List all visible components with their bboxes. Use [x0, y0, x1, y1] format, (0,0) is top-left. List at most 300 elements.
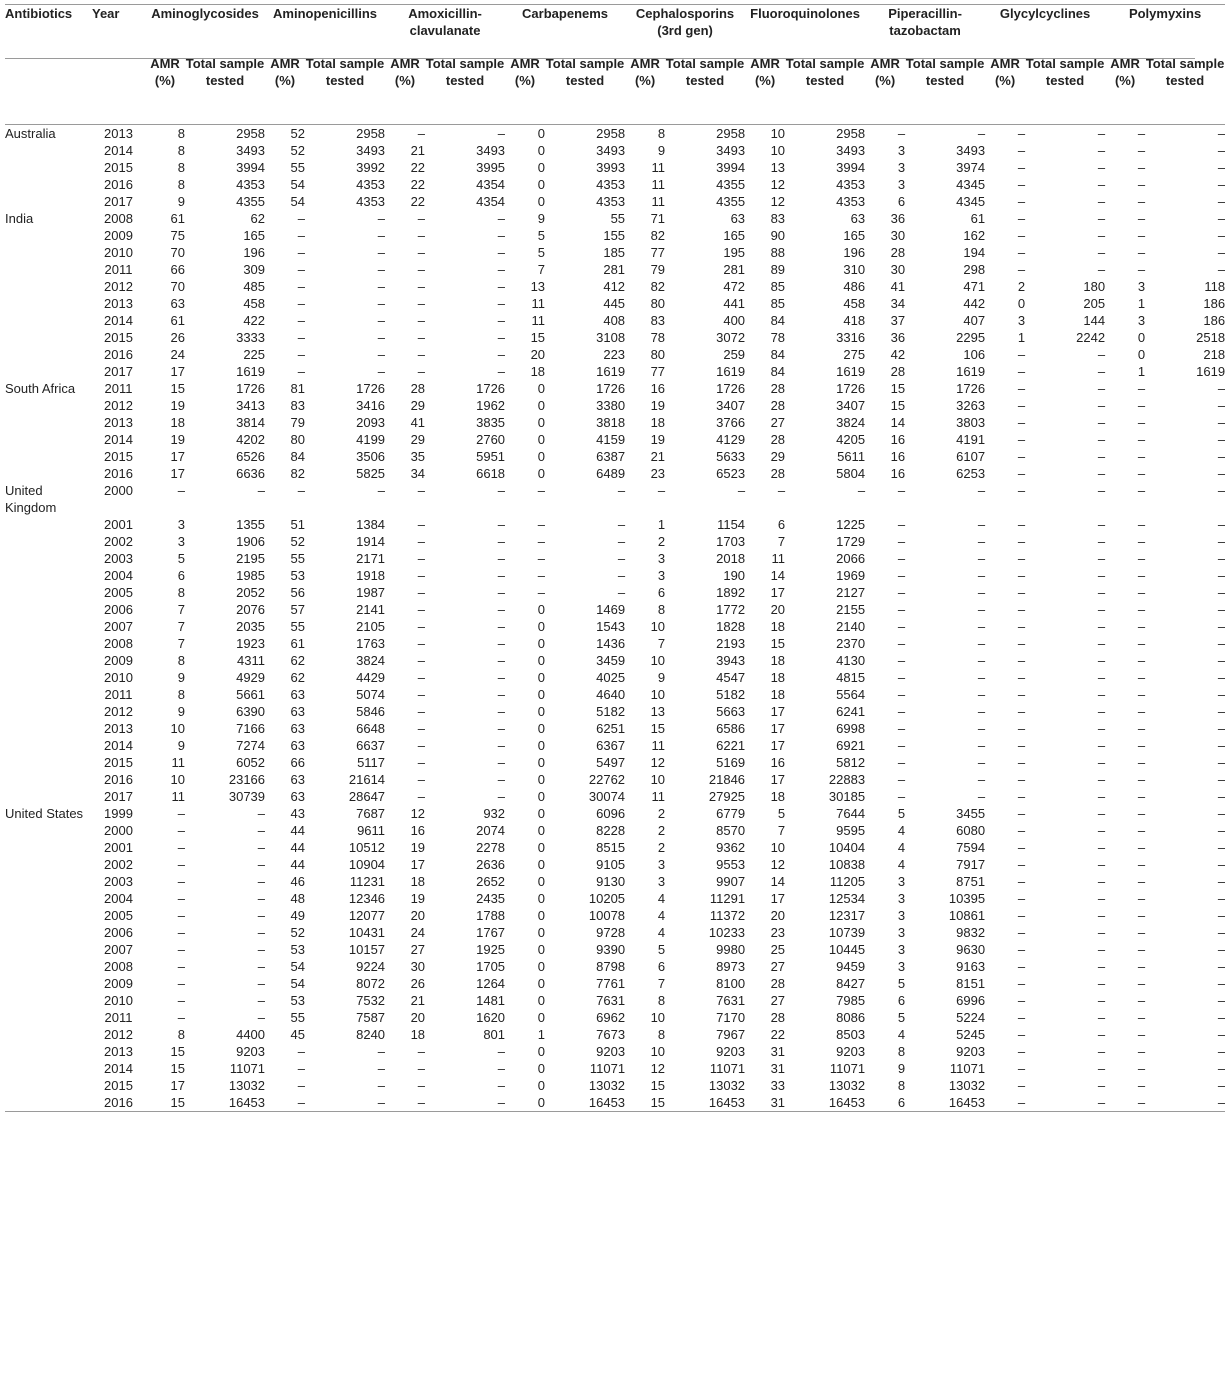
total-sample-cell: 7687	[356, 806, 386, 821]
table-row	[5, 788, 1225, 805]
total-sample-cell: 6921	[836, 738, 866, 753]
amr-percent-value: 6	[657, 959, 666, 974]
total-sample-cell: 7644	[836, 806, 866, 821]
amr-percent-cell	[625, 737, 665, 754]
amr-percent-value: 84	[770, 364, 786, 379]
total-sample-cell: 412	[603, 279, 626, 294]
amr-percent-cell	[745, 380, 785, 397]
amr-percent-value: –	[1017, 449, 1026, 464]
amr-percent-cell	[385, 312, 425, 329]
total-sample-cell: 218	[1203, 347, 1225, 362]
total-sample-cell: –	[617, 585, 626, 600]
country-cell	[5, 465, 92, 482]
amr-percent-cell	[385, 822, 425, 839]
amr-percent-value: 22	[770, 1027, 786, 1042]
amr-percent-value: 3	[657, 551, 666, 566]
amr-percent-value: –	[417, 619, 426, 634]
amr-percent-cell	[145, 295, 185, 312]
total-sample-cell: 11205	[829, 874, 866, 889]
amr-percent-value: 7	[177, 602, 185, 617]
amr-percent-value: 79	[290, 415, 306, 430]
table-row	[5, 1060, 1225, 1077]
amr-percent-cell	[865, 720, 905, 737]
year-cell: 2004	[104, 891, 133, 906]
total-sample-cell: 186	[1203, 296, 1225, 311]
country-cell	[5, 567, 92, 584]
total-sample-cell: 6996	[956, 993, 986, 1008]
amr-percent-value: 11	[651, 160, 666, 175]
total-sample-cell: 61	[970, 211, 986, 226]
total-sample-cell: –	[1217, 789, 1225, 804]
amr-percent-cell	[625, 346, 665, 363]
amr-percent-cell	[865, 448, 905, 465]
amr-percent-value: 14	[890, 415, 906, 430]
total-sample-cell: 418	[843, 313, 866, 328]
total-sample-cell: 7532	[356, 993, 386, 1008]
total-sample-cell: 9630	[956, 942, 986, 957]
amr-percent-value: –	[1137, 381, 1146, 396]
amr-percent-value: 36	[890, 211, 906, 226]
amr-percent-value: 28	[770, 466, 786, 481]
total-sample-cell: 10404	[828, 840, 866, 855]
total-sample-cell: 9130	[596, 874, 626, 889]
amr-percent-value: 9	[177, 704, 185, 719]
total-sample-cell: –	[497, 602, 506, 617]
amr-percent-value: –	[1137, 1010, 1146, 1025]
amr-percent-value: 85	[770, 279, 786, 294]
amr-percent-cell	[1105, 159, 1145, 176]
total-sample-cell: –	[1097, 466, 1106, 481]
country-cell	[5, 873, 92, 890]
amr-percent-value: –	[297, 313, 306, 328]
amr-percent-value: 27	[770, 415, 786, 430]
amr-percent-cell	[625, 448, 665, 465]
total-sample-cell: 12346	[348, 891, 386, 906]
total-sample-cell: 3824	[356, 653, 386, 668]
total-sample-cell: 8100	[716, 976, 746, 991]
amr-percent-cell	[1105, 669, 1145, 686]
total-sample-cell: –	[1097, 840, 1106, 855]
total-sample-cell: –	[1217, 262, 1225, 277]
amr-percent-cell	[985, 448, 1025, 465]
amr-percent-cell	[145, 890, 185, 907]
amr-percent-value: –	[1137, 585, 1146, 600]
amr-percent-cell	[145, 278, 185, 295]
amr-percent-cell	[385, 924, 425, 941]
amr-percent-value: 19	[410, 891, 426, 906]
total-sample-cell: –	[1217, 704, 1225, 719]
amr-percent-value: –	[1017, 823, 1026, 838]
amr-percent-value: 8	[657, 126, 666, 141]
amr-percent-value: 5	[897, 976, 906, 991]
total-sample-cell: 16453	[665, 1094, 745, 1112]
amr-percent-cell	[985, 737, 1025, 754]
total-sample-cell: –	[497, 228, 506, 243]
amr-percent-value: 8	[177, 653, 185, 668]
amr-percent-value: 14	[770, 874, 786, 889]
year-cell: 2015	[104, 160, 133, 175]
year-cell: 2010	[104, 670, 133, 685]
total-sample-cell: –	[1217, 466, 1225, 481]
amr-percent-cell	[985, 907, 1025, 924]
year-cell: 2011	[104, 381, 133, 396]
amr-percent-value: –	[1137, 568, 1146, 583]
amr-percent-value: –	[897, 551, 906, 566]
amr-percent-value: 7	[177, 619, 185, 634]
amr-percent-value: 0	[537, 721, 546, 736]
amr-percent-value: 10	[170, 772, 185, 787]
country-cell	[5, 652, 92, 669]
amr-percent-value: –	[777, 483, 786, 498]
year-cell: 2017	[104, 789, 133, 804]
amr-percent-cell	[745, 533, 785, 550]
total-sample-cell: –	[497, 296, 506, 311]
total-sample-cell: –	[497, 1044, 506, 1059]
amr-percent-cell	[745, 992, 785, 1009]
header-group-row	[5, 5, 1225, 55]
year-cell: 2000	[104, 483, 133, 498]
amr-percent-value: 20	[770, 602, 786, 617]
amr-percent-value: 0	[537, 398, 546, 413]
amr-percent-cell	[385, 805, 425, 822]
amr-percent-value: 0	[537, 143, 546, 158]
amr-percent-cell	[985, 975, 1025, 992]
total-sample-cell: –	[497, 704, 506, 719]
amr-percent-value: –	[417, 347, 426, 362]
header-amr-percent: AMR (%)	[625, 55, 665, 125]
amr-percent-cell	[1105, 1009, 1145, 1026]
amr-percent-value: –	[177, 891, 185, 906]
amr-percent-value: 21	[650, 449, 666, 464]
total-sample-cell: –	[1097, 1010, 1106, 1025]
total-sample-cell: 5182	[716, 687, 746, 702]
amr-percent-value: 10	[650, 653, 666, 668]
total-sample-cell: 10078	[588, 908, 626, 923]
total-sample-cell: 1925	[476, 942, 506, 957]
amr-percent-value: –	[177, 806, 185, 821]
amr-percent-cell	[145, 142, 185, 159]
total-sample-cell: 8086	[836, 1010, 866, 1025]
total-sample-cell: 30739	[228, 789, 266, 804]
total-sample-cell: 165	[723, 228, 746, 243]
amr-percent-cell	[625, 754, 665, 771]
amr-percent-value: 18	[770, 687, 786, 702]
total-sample-cell: –	[497, 534, 506, 549]
total-sample-cell: –	[1217, 687, 1225, 702]
total-sample-cell: 1726	[356, 381, 386, 396]
amr-percent-value: –	[1017, 908, 1026, 923]
total-sample-cell: 8570	[716, 823, 746, 838]
total-sample-cell: –	[1097, 143, 1106, 158]
amr-percent-cell	[625, 142, 665, 159]
total-sample-cell: 1154	[717, 517, 746, 532]
total-sample-cell: –	[1217, 483, 1225, 498]
amr-percent-cell	[265, 754, 305, 771]
header-group-aminopenicillins: Aminopenicillins	[265, 5, 385, 55]
amr-percent-value: 43	[290, 806, 306, 821]
total-sample-cell: –	[1097, 1078, 1106, 1093]
amr-percent-cell	[505, 686, 545, 703]
country-cell	[5, 448, 92, 465]
amr-percent-cell	[985, 210, 1025, 227]
amr-percent-value: 9	[177, 670, 185, 685]
amr-percent-cell	[145, 771, 185, 788]
amr-percent-value: 3	[1137, 279, 1146, 294]
amr-percent-cell	[985, 890, 1025, 907]
amr-percent-value: –	[1017, 738, 1026, 753]
total-sample-cell: 407	[963, 313, 986, 328]
table-row	[5, 414, 1225, 431]
amr-percent-value: 55	[290, 551, 306, 566]
amr-percent-value: 3	[1017, 313, 1026, 328]
total-sample-cell: 205	[1083, 296, 1106, 311]
amr-percent-cell	[625, 159, 665, 176]
total-sample-cell: 1264	[476, 976, 506, 991]
amr-percent-value: 21	[410, 143, 426, 158]
amr-percent-cell	[625, 516, 665, 533]
total-sample-cell: 118	[1204, 279, 1225, 294]
amr-percent-cell	[385, 958, 425, 975]
amr-percent-value: 2	[657, 840, 666, 855]
amr-percent-cell	[1105, 312, 1145, 329]
total-sample-cell: –	[1217, 398, 1225, 413]
total-sample-cell: –	[1097, 177, 1106, 192]
amr-percent-cell	[985, 839, 1025, 856]
table-row	[5, 380, 1225, 397]
amr-percent-cell	[385, 448, 425, 465]
amr-percent-cell	[265, 176, 305, 193]
total-sample-cell: 3072	[716, 330, 746, 345]
amr-percent-value: 15	[170, 1061, 185, 1076]
total-sample-cell: –	[497, 619, 506, 634]
amr-percent-value: 4	[657, 925, 666, 940]
amr-percent-value: –	[1137, 925, 1146, 940]
total-sample-cell: 1619	[236, 364, 266, 379]
total-sample-cell: 6367	[596, 738, 626, 753]
amr-percent-cell	[1105, 975, 1145, 992]
amr-percent-value: 11	[651, 177, 666, 192]
amr-percent-cell	[985, 958, 1025, 975]
amr-percent-cell	[625, 244, 665, 261]
amr-percent-value: 63	[290, 789, 306, 804]
amr-percent-value: 9	[657, 143, 666, 158]
total-sample-cell: 3493	[956, 143, 986, 158]
total-sample-cell: 4400	[236, 1027, 266, 1042]
amr-percent-value: 77	[650, 364, 666, 379]
amr-percent-cell	[145, 703, 185, 720]
total-sample-cell: 5804	[836, 466, 866, 481]
amr-percent-value: 78	[770, 330, 786, 345]
amr-percent-cell	[625, 125, 665, 143]
amr-percent-value: –	[1017, 245, 1026, 260]
total-sample-cell: –	[1097, 568, 1106, 583]
total-sample-cell: 9163	[956, 959, 986, 974]
amr-percent-value: –	[417, 211, 426, 226]
total-sample-cell: 30185	[828, 789, 866, 804]
total-sample-cell: 3995	[476, 160, 506, 175]
amr-percent-value: –	[1017, 517, 1026, 532]
amr-percent-value: –	[297, 211, 306, 226]
amr-percent-value: 17	[410, 857, 426, 872]
total-sample-cell: –	[1217, 840, 1225, 855]
amr-percent-value: –	[1017, 1027, 1026, 1042]
total-sample-cell: 1892	[716, 585, 746, 600]
country-cell: South Africa	[5, 381, 76, 396]
amr-percent-value: –	[1137, 857, 1146, 872]
amr-percent-value: –	[417, 1044, 426, 1059]
amr-percent-cell	[505, 278, 545, 295]
amr-percent-value: 61	[290, 636, 306, 651]
amr-percent-cell	[385, 652, 425, 669]
amr-percent-value: –	[1017, 126, 1026, 141]
amr-percent-value: 9	[897, 1061, 906, 1076]
amr-percent-value: –	[1017, 415, 1026, 430]
table-row	[5, 261, 1225, 278]
amr-percent-value: 5	[537, 228, 546, 243]
amr-percent-cell	[505, 1077, 545, 1094]
amr-percent-value: 6	[897, 194, 906, 209]
amr-percent-cell	[745, 788, 785, 805]
amr-percent-cell	[625, 635, 665, 652]
total-sample-cell: 259	[723, 347, 746, 362]
amr-percent-cell	[265, 1077, 305, 1094]
amr-percent-cell	[745, 873, 785, 890]
total-sample-cell: –	[1097, 772, 1106, 787]
total-sample-cell: 10904	[348, 857, 386, 872]
total-sample-cell: 1987	[356, 585, 386, 600]
total-sample-cell: –	[377, 245, 386, 260]
amr-percent-value: 11	[171, 755, 185, 770]
amr-percent-cell	[625, 1009, 665, 1026]
total-sample-cell: 13032	[828, 1078, 866, 1093]
total-sample-cell: 9611	[357, 823, 386, 838]
amr-percent-value: 70	[170, 279, 185, 294]
total-sample-cell: 3407	[716, 398, 746, 413]
header-amr-percent: AMR (%)	[385, 55, 425, 125]
amr-percent-value: –	[177, 874, 185, 889]
amr-percent-cell	[265, 873, 305, 890]
table-row	[5, 975, 1225, 992]
total-sample-cell: 223	[603, 347, 626, 362]
amr-percent-cell	[145, 635, 185, 652]
total-sample-cell: 3818	[596, 415, 626, 430]
amr-percent-cell	[385, 975, 425, 992]
amr-percent-value: 44	[290, 823, 306, 838]
country-cell	[5, 635, 92, 652]
amr-percent-value: 28	[770, 381, 786, 396]
amr-percent-value: 19	[650, 432, 666, 447]
amr-percent-cell	[265, 397, 305, 414]
amr-percent-cell	[265, 737, 305, 754]
total-sample-cell: 1726	[716, 381, 746, 396]
amr-percent-value: –	[417, 704, 426, 719]
amr-percent-value: –	[897, 517, 906, 532]
total-sample-cell: –	[497, 211, 506, 226]
total-sample-cell: –	[1217, 636, 1225, 651]
total-sample-cell: 1729	[836, 534, 866, 549]
total-sample-cell: –	[1217, 177, 1225, 192]
total-sample-cell: 4353	[596, 194, 626, 209]
total-sample-cell: –	[1097, 483, 1106, 498]
amr-percent-cell	[625, 975, 665, 992]
amr-percent-value: –	[1017, 1078, 1026, 1093]
amr-percent-value: 22	[410, 160, 426, 175]
amr-percent-cell	[505, 992, 545, 1009]
total-sample-cell: 4355	[716, 194, 746, 209]
total-sample-cell: 4025	[596, 670, 626, 685]
header-total-sample: Total sample tested	[305, 55, 385, 125]
year-cell: 2003	[104, 551, 133, 566]
year-cell: 2012	[104, 704, 133, 719]
amr-percent-cell	[985, 159, 1025, 176]
total-sample-cell: 9980	[716, 942, 746, 957]
amr-percent-cell	[505, 516, 545, 533]
total-sample-cell: 1906	[236, 534, 266, 549]
amr-percent-cell	[385, 431, 425, 448]
amr-percent-cell	[265, 363, 305, 380]
total-sample-cell: –	[1217, 619, 1225, 634]
table-row	[5, 448, 1225, 465]
total-sample-cell: –	[1097, 364, 1106, 379]
total-sample-cell: 9203	[236, 1044, 266, 1059]
amr-percent-cell	[745, 652, 785, 669]
year-cell: 2014	[104, 313, 133, 328]
amr-percent-cell	[985, 227, 1025, 244]
amr-percent-value: –	[1017, 976, 1026, 991]
table-row	[5, 431, 1225, 448]
amr-percent-value: 18	[770, 789, 786, 804]
amr-percent-cell	[745, 601, 785, 618]
total-sample-cell: –	[1217, 602, 1225, 617]
amr-percent-cell	[985, 1026, 1025, 1043]
amr-percent-value: 36	[890, 330, 906, 345]
amr-percent-value: 18	[770, 653, 786, 668]
total-sample-cell: 2958	[236, 126, 266, 141]
amr-percent-cell	[145, 329, 185, 346]
total-sample-cell: 2140	[836, 619, 866, 634]
amr-percent-value: –	[1017, 551, 1026, 566]
total-sample-cell: 6390	[236, 704, 266, 719]
year-cell: 2003	[104, 874, 133, 889]
total-sample-cell: 194	[963, 245, 986, 260]
amr-percent-value: 29	[410, 432, 426, 447]
amr-percent-cell	[265, 227, 305, 244]
amr-percent-value: –	[297, 330, 306, 345]
amr-percent-cell	[385, 584, 425, 601]
total-sample-cell: 3824	[836, 415, 866, 430]
amr-percent-value: –	[1137, 891, 1146, 906]
year-cell: 2000	[104, 823, 133, 838]
amr-percent-value: –	[1017, 466, 1026, 481]
amr-percent-cell	[745, 227, 785, 244]
country-cell	[5, 975, 92, 992]
amr-percent-value: –	[297, 228, 306, 243]
total-sample-cell: 3333	[236, 330, 266, 345]
country-cell	[5, 584, 92, 601]
amr-percent-value: 2	[657, 823, 666, 838]
amr-percent-value: –	[1137, 466, 1146, 481]
total-sample-cell: 8427	[836, 976, 866, 991]
country-cell	[5, 346, 92, 363]
year-cell: 2006	[104, 925, 133, 940]
total-sample-cell: –	[1097, 806, 1106, 821]
amr-percent-value: –	[1017, 891, 1026, 906]
amr-percent-cell	[625, 822, 665, 839]
total-sample-cell: –	[1217, 942, 1225, 957]
total-sample-cell: –	[1097, 857, 1106, 872]
amr-percent-cell	[145, 210, 185, 227]
total-sample-cell: 11372	[709, 908, 746, 923]
